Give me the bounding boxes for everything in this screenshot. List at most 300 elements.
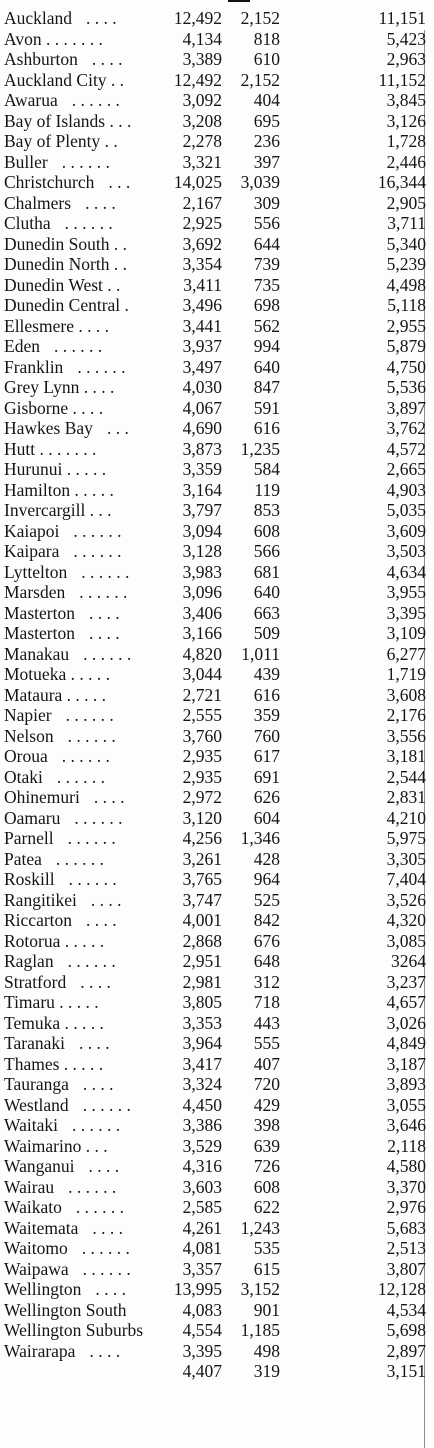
electorate-name: Dunedin West . . xyxy=(4,274,121,295)
value-col-3: 1,719 xyxy=(386,664,426,684)
value-col-3: 16,344 xyxy=(377,172,426,192)
value-col-3: 3,526 xyxy=(386,889,426,910)
value-col-3: 2,118 xyxy=(387,1135,426,1156)
table-row xyxy=(0,1300,434,1321)
value-col-1: 2,935 xyxy=(182,766,222,787)
table-row xyxy=(0,459,434,480)
value-col-3: 3264 xyxy=(391,951,426,971)
value-col-3: 3,711 xyxy=(387,213,426,233)
value-col-2: 1,185 xyxy=(240,1320,280,1340)
value-col-2: 853 xyxy=(253,500,280,520)
value-col-3: 3,370 xyxy=(386,1176,426,1197)
value-col-2: 429 xyxy=(253,1094,280,1115)
value-col-3: 3,237 xyxy=(386,971,426,992)
value-col-3: 4,634 xyxy=(386,561,426,582)
value-col-3: 5,975 xyxy=(386,828,426,848)
value-col-1: 3,324 xyxy=(182,1074,222,1094)
value-col-2: 443 xyxy=(253,1012,280,1033)
leader-dots: . . . . . . xyxy=(73,520,122,541)
value-col-1: 4,261 xyxy=(182,1217,222,1238)
leader-dots: . . . . . . xyxy=(61,746,110,766)
electorate-name: Masterton xyxy=(4,602,75,623)
value-col-1: 3,964 xyxy=(182,1033,222,1053)
value-col-1: 3,747 xyxy=(182,889,222,910)
value-col-3: 3,608 xyxy=(386,684,426,705)
leader-dots: . . . . xyxy=(95,1279,126,1299)
value-col-1: 4,450 xyxy=(182,1094,222,1115)
value-col-2: 498 xyxy=(253,1340,280,1361)
table-row xyxy=(0,377,434,398)
table-row xyxy=(0,90,434,111)
value-col-2: 720 xyxy=(253,1074,280,1094)
value-col-1: 3,321 xyxy=(182,151,222,172)
value-col-1: 4,081 xyxy=(182,1238,222,1258)
value-col-1: 3,760 xyxy=(182,725,222,746)
table-row xyxy=(0,193,434,214)
electorate-name: Raglan xyxy=(4,951,54,971)
value-col-1: 3,092 xyxy=(182,90,222,110)
leader-dots: . . . . xyxy=(86,910,117,930)
value-col-1: 3,692 xyxy=(182,233,222,254)
value-col-2: 964 xyxy=(253,869,280,889)
electorate-name: Gisborne . . . . xyxy=(4,397,104,418)
value-col-2: 359 xyxy=(253,705,280,725)
electorate-name: Dunedin Central . xyxy=(4,295,129,315)
value-col-1: 3,120 xyxy=(182,807,222,828)
value-col-1: 3,166 xyxy=(182,623,222,643)
table-row xyxy=(0,1197,434,1218)
table-row xyxy=(0,1033,434,1054)
value-col-1: 4,554 xyxy=(182,1320,222,1340)
value-col-2: 1,011 xyxy=(241,643,280,664)
value-col-1: 3,983 xyxy=(182,561,222,582)
value-col-3: 3,609 xyxy=(386,520,426,541)
value-col-3: 4,903 xyxy=(386,479,426,500)
value-col-2: 398 xyxy=(253,1115,280,1135)
value-col-1: 3,417 xyxy=(182,1053,222,1074)
table-row xyxy=(0,1156,434,1177)
leader-dots: . . . . . . xyxy=(61,151,110,172)
table-row xyxy=(0,295,434,316)
table-row xyxy=(0,275,434,296)
electorate-name: Westland xyxy=(4,1094,69,1115)
value-col-1: 3,496 xyxy=(182,295,222,315)
value-col-2: 439 xyxy=(253,664,280,684)
leader-dots: . . . . . . xyxy=(67,828,116,848)
leader-dots: . . . . . . xyxy=(56,766,106,787)
value-col-2: 739 xyxy=(253,254,280,274)
electorate-name: Masterton xyxy=(4,623,75,643)
table-row xyxy=(0,152,434,173)
leader-dots: . . . . . . xyxy=(83,643,132,664)
table-row xyxy=(0,336,434,357)
leader-dots: . . . xyxy=(108,172,131,192)
electorate-name: Buller xyxy=(4,151,48,172)
leader-dots: . . . . . . xyxy=(67,951,116,971)
leader-dots: . . . . . . xyxy=(71,90,120,110)
value-col-3: 2,963 xyxy=(386,49,426,69)
leader-dots: . . . . . . xyxy=(82,1094,131,1115)
table-row xyxy=(0,931,434,952)
value-col-3: 3,762 xyxy=(386,418,426,438)
value-col-1: 3,765 xyxy=(182,869,222,889)
leader-dots: . . . . xyxy=(90,889,122,910)
value-col-3: 4,498 xyxy=(386,274,426,295)
table-row xyxy=(0,1238,434,1259)
table-row xyxy=(0,910,434,931)
value-col-2: 556 xyxy=(253,213,280,233)
electorate-name: Hurunui . . . . . xyxy=(4,459,107,479)
table-row xyxy=(0,49,434,70)
electorate-name: Hawkes Bay xyxy=(4,418,93,438)
electorate-name: Lyttelton xyxy=(4,561,68,582)
table-row xyxy=(0,849,434,870)
value-col-2: 626 xyxy=(253,787,280,807)
value-col-3: 3,807 xyxy=(386,1258,426,1279)
value-col-3: 12,128 xyxy=(377,1279,426,1299)
leader-dots: . . . . . . xyxy=(81,1238,130,1258)
electorate-name: Oroua xyxy=(4,746,48,766)
value-col-1: 3,261 xyxy=(182,848,222,869)
value-col-2: 994 xyxy=(253,336,280,356)
table-row xyxy=(0,213,434,234)
table-row xyxy=(0,1341,434,1362)
leader-dots: . . . . . . xyxy=(79,582,128,602)
leader-dots: . . . . . . xyxy=(67,725,116,746)
value-col-3: 3,556 xyxy=(386,725,426,746)
value-col-3: 5,698 xyxy=(386,1320,426,1340)
table-row xyxy=(0,1259,434,1280)
value-col-2: 407 xyxy=(253,1053,280,1074)
value-col-2: 591 xyxy=(253,397,280,418)
leader-dots: . . . xyxy=(106,418,129,438)
value-col-3: 4,580 xyxy=(386,1156,426,1176)
table-row xyxy=(0,1279,434,1300)
electorate-name: Taranaki xyxy=(4,1033,65,1053)
value-col-1: 3,094 xyxy=(182,520,222,541)
electorate-name: Hutt . . . . . . . xyxy=(4,438,97,459)
value-col-1: 3,044 xyxy=(182,664,222,684)
electorate-name: Avon . . . . . . . xyxy=(4,28,103,49)
table-row xyxy=(0,582,434,603)
table-row xyxy=(0,1320,434,1341)
value-col-2: 691 xyxy=(253,766,280,787)
leader-dots: . . . . . . xyxy=(74,807,123,828)
electorate-name: Roskill xyxy=(4,869,55,889)
table-row xyxy=(0,1218,434,1239)
value-col-2: 236 xyxy=(253,131,280,151)
value-col-3: 2,897 xyxy=(386,1340,426,1361)
leader-dots: . . . . . . xyxy=(64,213,113,233)
table-row xyxy=(0,521,434,542)
electorate-name: Marsden xyxy=(4,582,66,602)
electorate-name: Tauranga xyxy=(4,1074,69,1094)
table-row xyxy=(0,664,434,685)
value-col-2: 309 xyxy=(253,192,280,213)
value-col-1: 3,406 xyxy=(182,602,222,623)
value-col-1: 3,805 xyxy=(182,992,222,1012)
table-row xyxy=(0,1136,434,1157)
electorate-name: Bay of Plenty . . xyxy=(4,131,118,151)
electorate-name: Parnell xyxy=(4,828,54,848)
value-col-2: 640 xyxy=(253,356,280,377)
value-col-1: 3,937 xyxy=(182,336,222,356)
table-row xyxy=(0,685,434,706)
value-col-2: 695 xyxy=(253,110,280,131)
electorate-name: Kaiapoi xyxy=(4,520,60,541)
electorate-name: Wairau xyxy=(4,1176,55,1197)
value-col-3: 5,340 xyxy=(386,233,426,254)
value-col-1: 2,925 xyxy=(182,213,222,233)
value-col-2: 818 xyxy=(253,28,280,49)
value-col-3: 2,513 xyxy=(386,1238,426,1258)
electorate-name: Clutha xyxy=(4,213,51,233)
value-col-3: 2,446 xyxy=(386,151,426,172)
value-col-1: 2,972 xyxy=(182,787,222,807)
table-row xyxy=(0,357,434,378)
value-col-3: 2,905 xyxy=(386,192,426,213)
value-col-1: 4,316 xyxy=(182,1156,222,1176)
table-row xyxy=(0,541,434,562)
value-col-1: 4,083 xyxy=(182,1299,222,1320)
value-col-2: 525 xyxy=(253,889,280,910)
electorate-name: Wellington South xyxy=(4,1299,127,1320)
value-col-3: 1,728 xyxy=(386,131,426,151)
table-row xyxy=(0,1361,434,1382)
value-col-1: 3,386 xyxy=(182,1115,222,1135)
electorate-name: Bay of Islands . . . xyxy=(4,110,132,131)
leader-dots: . . . . xyxy=(82,1074,114,1094)
electorate-name: Waitomo xyxy=(4,1238,68,1258)
value-col-2: 610 xyxy=(253,49,280,69)
value-col-3: 2,831 xyxy=(386,787,426,807)
value-col-2: 760 xyxy=(253,725,280,746)
electorate-name: Wanganui xyxy=(4,1156,75,1176)
value-col-2: 404 xyxy=(253,90,280,110)
value-col-2: 2,152 xyxy=(240,8,280,28)
table-row xyxy=(0,111,434,132)
value-col-1: 4,067 xyxy=(182,397,222,418)
table-row xyxy=(0,644,434,665)
value-col-1: 3,797 xyxy=(182,500,222,520)
value-col-1: 3,497 xyxy=(182,356,222,377)
leader-dots: . . . . xyxy=(78,1033,110,1053)
value-col-2: 1,235 xyxy=(240,438,280,459)
value-col-3: 2,544 xyxy=(386,766,426,787)
electorate-name: Franklin xyxy=(4,356,64,377)
table-row xyxy=(0,951,434,972)
value-col-1: 3,411 xyxy=(183,274,222,295)
value-col-1: 2,585 xyxy=(182,1197,222,1217)
table-row xyxy=(0,1013,434,1034)
value-col-1: 2,278 xyxy=(182,131,222,151)
value-col-3: 3,055 xyxy=(386,1094,426,1115)
leader-dots: . . . . . . xyxy=(68,1176,117,1197)
value-col-3: 5,239 xyxy=(386,254,426,274)
electorate-name: Ellesmere . . . . xyxy=(4,315,109,336)
value-col-3: 5,683 xyxy=(386,1217,426,1238)
value-col-1: 3,359 xyxy=(182,459,222,479)
value-col-3: 3,126 xyxy=(386,110,426,131)
value-col-3: 3,395 xyxy=(386,602,426,623)
value-col-1: 2,167 xyxy=(182,192,222,213)
electorate-name: Riccarton xyxy=(4,910,73,930)
leader-dots: . . . . . . xyxy=(73,541,122,561)
value-col-3: 6,277 xyxy=(386,643,426,664)
table-row xyxy=(0,131,434,152)
table-row xyxy=(0,480,434,501)
value-col-1: 3,354 xyxy=(182,254,222,274)
electorate-name: Nelson xyxy=(4,725,54,746)
value-col-1: 2,981 xyxy=(182,971,222,992)
value-col-2: 319 xyxy=(253,1361,280,1381)
value-col-1: 3,441 xyxy=(182,315,222,336)
table-row xyxy=(0,70,434,91)
value-col-3: 2,955 xyxy=(386,315,426,336)
value-col-2: 681 xyxy=(253,561,280,582)
value-col-1: 4,134 xyxy=(182,28,222,49)
value-col-3: 3,845 xyxy=(386,90,426,110)
value-col-1: 3,873 xyxy=(182,438,222,459)
table-row xyxy=(0,1074,434,1095)
value-col-3: 3,026 xyxy=(386,1012,426,1033)
value-col-1: 4,690 xyxy=(182,418,222,438)
value-col-1: 2,951 xyxy=(182,951,222,971)
table-row xyxy=(0,726,434,747)
value-col-2: 842 xyxy=(253,910,280,930)
leader-dots: . . . . . . xyxy=(65,705,114,725)
table-row xyxy=(0,562,434,583)
leader-dots: . . . . xyxy=(93,787,125,807)
value-col-2: 616 xyxy=(253,684,280,705)
value-col-3: 3,085 xyxy=(386,930,426,951)
table-row xyxy=(0,8,434,29)
value-col-3: 5,118 xyxy=(387,295,426,315)
table-row xyxy=(0,500,434,521)
electorate-name: Rotorua . . . . . xyxy=(4,930,105,951)
leader-dots: . . . . xyxy=(92,1217,124,1238)
value-col-2: 847 xyxy=(253,377,280,397)
table-row xyxy=(0,398,434,419)
value-col-2: 676 xyxy=(253,930,280,951)
value-col-3: 3,181 xyxy=(386,746,426,766)
table-row xyxy=(0,828,434,849)
electorate-table xyxy=(0,8,434,1382)
value-col-1: 3,096 xyxy=(182,582,222,602)
value-col-2: 698 xyxy=(253,295,280,315)
electorate-name: Eden xyxy=(4,336,40,356)
value-col-1: 12,492 xyxy=(173,8,222,28)
value-col-2: 555 xyxy=(253,1033,280,1053)
table-row xyxy=(0,254,434,275)
value-col-2: 617 xyxy=(253,746,280,766)
leader-dots: . . . . . . xyxy=(68,869,117,889)
value-col-2: 397 xyxy=(253,151,280,172)
value-col-3: 4,849 xyxy=(386,1033,426,1053)
value-col-3: 3,503 xyxy=(386,541,426,561)
table-row xyxy=(0,1177,434,1198)
table-row xyxy=(0,808,434,829)
value-col-2: 640 xyxy=(253,582,280,602)
table-row xyxy=(0,787,434,808)
electorate-name: Christchurch xyxy=(4,172,95,192)
value-col-1: 3,208 xyxy=(182,110,222,131)
electorate-name: Waipawa xyxy=(4,1258,69,1279)
value-col-2: 608 xyxy=(253,1176,280,1197)
value-col-2: 1,346 xyxy=(240,828,280,848)
leader-dots: . . . . xyxy=(89,1340,121,1361)
value-col-2: 566 xyxy=(253,541,280,561)
value-col-1: 12,492 xyxy=(173,69,222,90)
leader-dots: . . . . xyxy=(91,49,123,69)
value-col-2: 562 xyxy=(253,315,280,336)
electorate-name: Napier xyxy=(4,705,52,725)
value-col-3: 3,151 xyxy=(386,1361,426,1381)
leader-dots: . . . . xyxy=(86,8,117,28)
value-col-1: 4,001 xyxy=(182,910,222,930)
value-col-3: 3,955 xyxy=(386,582,426,602)
table-row xyxy=(0,234,434,255)
value-col-3: 5,035 xyxy=(386,500,426,520)
electorate-name: Kaipara xyxy=(4,541,60,561)
electorate-name: Waitemata xyxy=(4,1217,79,1238)
value-col-3: 3,893 xyxy=(386,1074,426,1094)
value-col-1: 2,555 xyxy=(182,705,222,725)
value-col-2: 3,152 xyxy=(240,1279,280,1299)
electorate-name: Grey Lynn . . . . xyxy=(4,377,115,397)
electorate-name: Otaki xyxy=(4,766,43,787)
value-col-2: 644 xyxy=(253,233,280,254)
value-col-3: 7,404 xyxy=(386,869,426,889)
value-col-1: 3,353 xyxy=(182,1012,222,1033)
leader-dots: . . . . . . xyxy=(81,561,130,582)
table-row xyxy=(0,418,434,439)
electorate-name: Dunedin South . . xyxy=(4,233,127,254)
value-col-1: 3,164 xyxy=(182,479,222,500)
leader-dots: . . . . . . xyxy=(55,848,105,869)
table-row xyxy=(0,767,434,788)
value-col-3: 3,305 xyxy=(386,848,426,869)
value-col-3: 11,151 xyxy=(378,8,426,28)
electorate-name: Waikato xyxy=(4,1197,62,1217)
table-row xyxy=(0,1054,434,1075)
value-col-3: 3,897 xyxy=(386,397,426,418)
electorate-name: Motueka . . . . . xyxy=(4,664,110,684)
value-col-3: 3,187 xyxy=(386,1053,426,1074)
value-col-1: 3,389 xyxy=(182,49,222,69)
value-col-2: 604 xyxy=(253,807,280,828)
value-col-2: 119 xyxy=(254,479,280,500)
value-col-3: 5,536 xyxy=(386,377,426,397)
electorate-name: Ohinemuri xyxy=(4,787,80,807)
value-col-2: 584 xyxy=(253,459,280,479)
value-col-3: 4,320 xyxy=(386,910,426,930)
value-col-1: 4,407 xyxy=(182,1361,222,1381)
table-row xyxy=(0,992,434,1013)
electorate-name: Ashburton xyxy=(4,49,78,69)
electorate-name: Waitaki xyxy=(4,1115,58,1135)
value-col-3: 4,572 xyxy=(386,438,426,459)
value-col-2: 622 xyxy=(253,1197,280,1217)
value-col-2: 648 xyxy=(253,951,280,971)
header-rule xyxy=(228,0,250,6)
value-col-2: 735 xyxy=(253,274,280,295)
electorate-name: Stratford xyxy=(4,971,67,992)
value-col-1: 3,529 xyxy=(182,1135,222,1156)
value-col-3: 2,976 xyxy=(386,1197,426,1217)
value-col-1: 4,030 xyxy=(182,377,222,397)
electorate-name: Timaru . . . . . xyxy=(4,992,99,1012)
